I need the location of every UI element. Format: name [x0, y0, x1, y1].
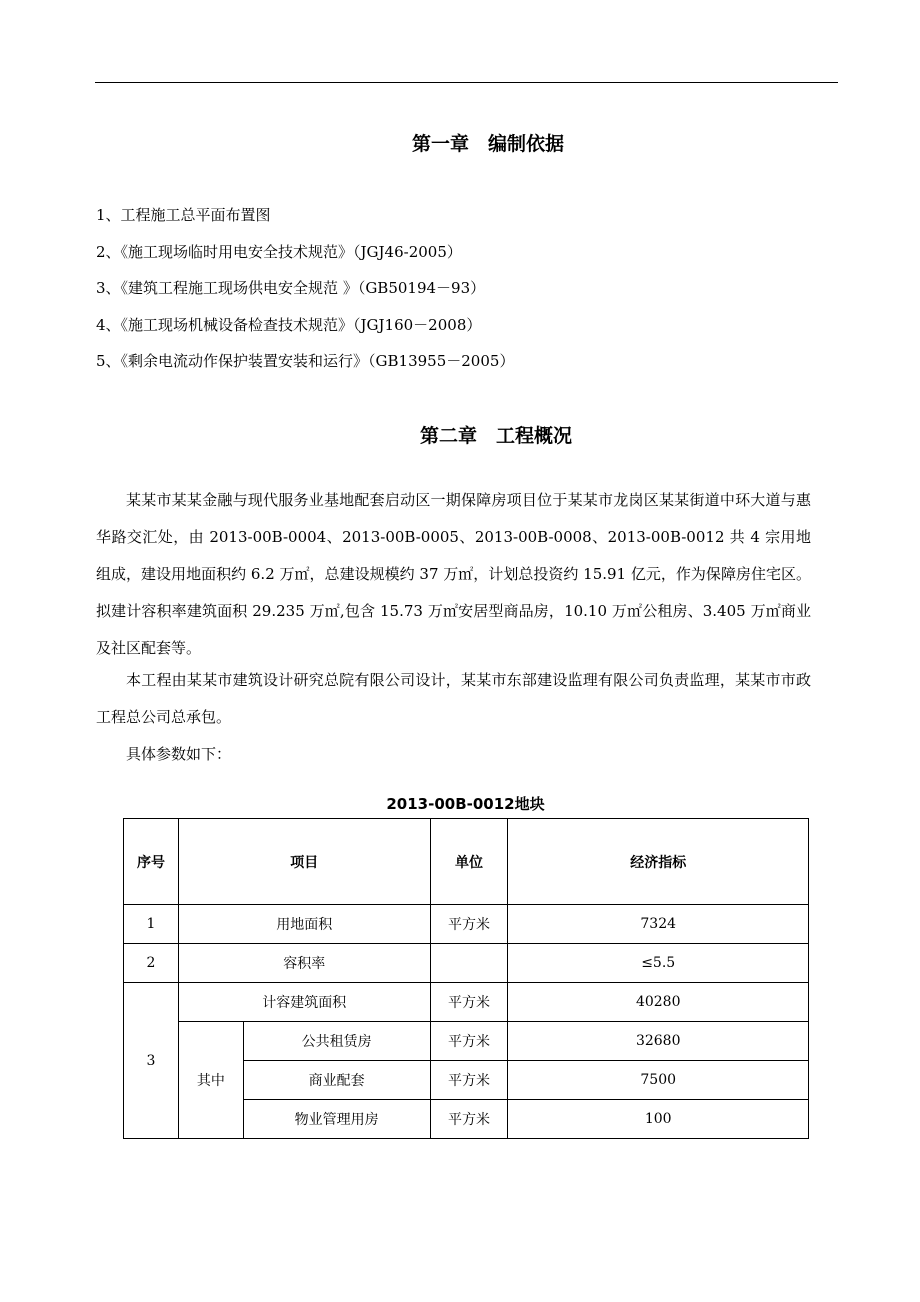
header-no: 序号	[124, 819, 179, 905]
cell-value: 7324	[508, 905, 809, 944]
reference-item: 3、《建筑工程施工现场供电安全规范 》（GB50194－93）	[96, 279, 486, 297]
table-row	[124, 983, 809, 1022]
cell-unit: 平方米	[430, 1100, 508, 1139]
table-row	[124, 1022, 809, 1061]
cell-unit: 平方米	[430, 905, 508, 944]
header-value: 经济指标	[508, 819, 809, 905]
table-header-row	[124, 819, 809, 905]
header-unit: 单位	[430, 819, 508, 905]
economic-indicator-table	[123, 818, 809, 1139]
cell-item: 容积率	[178, 944, 430, 983]
reference-item: 2、《施工现场临时用电安全技术规范》（JGJ46-2005）	[96, 243, 462, 261]
cell-unit: 平方米	[430, 1061, 508, 1100]
reference-item: 5、《剩余电流动作保护装置安装和运行》（GB13955－2005）	[96, 352, 515, 370]
cell-no: 2	[124, 944, 179, 983]
cell-item: 计容建筑面积	[178, 983, 430, 1022]
header-item: 项目	[178, 819, 430, 905]
cell-value: 40280	[508, 983, 809, 1022]
table-row	[124, 944, 809, 983]
cell-unit: 平方米	[430, 983, 508, 1022]
chapter2-title: 第二章 工程概况	[419, 425, 572, 447]
cell-item: 物业管理用房	[243, 1100, 430, 1139]
table-caption: 2013-00B-0012地块	[386, 795, 545, 813]
cell-value: ≤5.5	[508, 944, 809, 983]
cell-item: 公共租赁房	[243, 1022, 430, 1061]
reference-item: 4、《施工现场机械设备检查技术规范》（JGJ160－2008）	[96, 316, 482, 334]
cell-no: 1	[124, 905, 179, 944]
header-rule	[95, 82, 838, 83]
params-intro: 具体参数如下：	[126, 745, 232, 763]
cell-item: 用地面积	[178, 905, 430, 944]
cell-unit: 平方米	[430, 1022, 508, 1061]
chapter1-title: 第一章 编制依据	[411, 133, 564, 155]
table-row	[124, 905, 809, 944]
cell-value: 7500	[508, 1061, 809, 1100]
design-paragraph: 本工程由某某市建筑设计研究总院有限公司设计，某某市东部建设监理有限公司负责监理，某某市市政工程总公司总承包。	[96, 671, 811, 726]
cell-value: 100	[508, 1100, 809, 1139]
overview-paragraph: 某某市某某金融与现代服务业基地配套启动区一期保障房项目位于某某市龙岗区某某街道中环大道与惠华路交汇处，由 2013-00B-0004、2013-00B-0005、2013-00B-0008、2013-00B-0012 共 4 宗用地组成，建设用地面积约 6.2 万㎡，总建设规模约 37 万㎡，计划总投资约 15.91 亿元，作为保障房住宅区。拟建计容积率建筑面积 29.235 万㎡,包含 15.73 万㎡安居型商品房，10.10 万㎡公租房、3.405 万㎡商业及社区配套等。	[96, 491, 811, 657]
cell-unit	[430, 944, 508, 983]
cell-no: 3	[124, 983, 179, 1139]
cell-value: 32680	[508, 1022, 809, 1061]
reference-item: 1、工程施工总平面布置图	[96, 206, 271, 224]
cell-item: 商业配套	[243, 1061, 430, 1100]
group-label: 其中	[178, 1022, 243, 1139]
